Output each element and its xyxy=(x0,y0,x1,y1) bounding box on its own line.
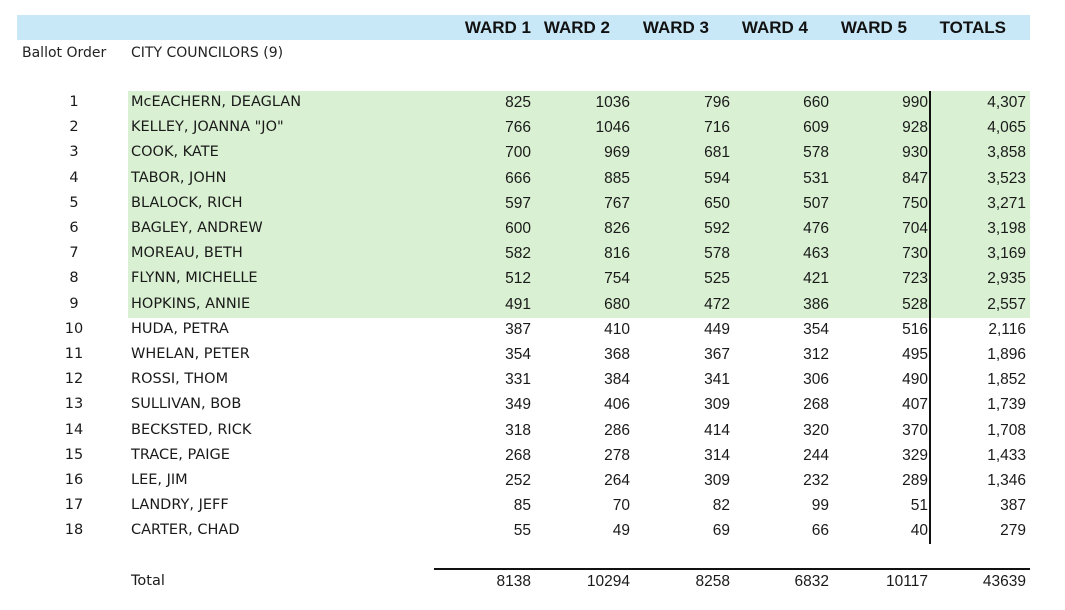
ward-1-votes: 55 xyxy=(513,522,531,540)
ballot-order: 13 xyxy=(64,396,84,413)
ward-5-votes: 370 xyxy=(902,421,928,439)
ward-3-votes: 578 xyxy=(704,245,730,263)
ward-2-votes: 410 xyxy=(604,320,630,338)
ward-2-votes: 754 xyxy=(604,270,630,288)
total-ward-4: 6832 xyxy=(794,573,829,590)
ward-2-votes: 816 xyxy=(604,245,630,263)
ward-2-votes: 885 xyxy=(604,169,630,187)
ward-4-votes: 354 xyxy=(803,320,829,338)
ballot-order: 5 xyxy=(69,194,79,211)
ballot-order: 8 xyxy=(69,270,79,287)
candidate-name: WHELAN, PETER xyxy=(131,346,250,362)
table-row xyxy=(0,140,1065,165)
ward-2-votes: 767 xyxy=(604,194,630,212)
ward-3-votes: 594 xyxy=(704,169,730,187)
ward-3-votes: 414 xyxy=(704,421,730,439)
ward-1-votes: 85 xyxy=(513,497,531,515)
candidate-name: TABOR, JOHN xyxy=(131,169,227,186)
total-label: Total xyxy=(131,573,165,589)
total-ward-5: 10117 xyxy=(886,573,928,590)
table-row xyxy=(0,367,1065,392)
ballot-order: 15 xyxy=(64,446,84,463)
header-totals: TOTALS xyxy=(939,18,1006,37)
candidate-total: 3,858 xyxy=(987,144,1026,162)
table-row xyxy=(0,292,1065,317)
ward-5-votes: 750 xyxy=(902,194,928,212)
table-row xyxy=(0,90,1065,115)
candidate-total: 387 xyxy=(1000,497,1026,515)
table-row xyxy=(0,115,1065,140)
ward-3-votes: 367 xyxy=(704,346,730,363)
table-row xyxy=(0,468,1065,493)
ward-3-votes: 314 xyxy=(704,446,730,464)
ballot-order: 6 xyxy=(69,220,79,236)
ward-2-votes: 969 xyxy=(604,144,630,162)
ward-3-votes: 341 xyxy=(704,371,730,389)
candidate-name: LANDRY, JEFF xyxy=(131,497,229,514)
ward-3-votes: 681 xyxy=(704,144,730,162)
ward-4-votes: 306 xyxy=(803,371,829,389)
ward-5-votes: 495 xyxy=(902,346,928,363)
ward-5-votes: 407 xyxy=(902,396,928,414)
ward-1-votes: 349 xyxy=(505,396,531,414)
ward-3-votes: 472 xyxy=(704,295,730,313)
ward-3-votes: 592 xyxy=(704,220,730,237)
ballot-order: 18 xyxy=(64,522,84,539)
ward-4-votes: 232 xyxy=(803,472,829,489)
ward-4-votes: 463 xyxy=(803,245,829,263)
candidate-name: TRACE, PAIGE xyxy=(131,446,230,463)
ward-4-votes: 66 xyxy=(811,522,829,540)
ward-4-votes: 476 xyxy=(803,220,829,237)
ballot-order: 3 xyxy=(69,144,79,161)
table-row xyxy=(0,418,1065,443)
table-row xyxy=(0,317,1065,342)
table-row xyxy=(0,191,1065,216)
candidate-total: 3,169 xyxy=(987,245,1026,263)
ward-4-votes: 609 xyxy=(803,119,829,137)
candidate-total: 3,271 xyxy=(987,194,1026,212)
ward-5-votes: 930 xyxy=(902,144,928,162)
total-ward-3: 8258 xyxy=(695,573,730,590)
candidate-total: 3,198 xyxy=(987,220,1026,237)
candidate-name: KELLEY, JOANNA "JO" xyxy=(131,119,284,136)
ward-5-votes: 329 xyxy=(902,446,928,464)
ward-2-votes: 264 xyxy=(604,472,630,489)
ward-3-votes: 309 xyxy=(704,396,730,414)
table-row xyxy=(0,443,1065,468)
table-row xyxy=(0,266,1065,291)
ward-2-votes: 384 xyxy=(604,371,630,389)
ballot-order: 2 xyxy=(69,119,79,136)
header-ward-3: WARD 3 xyxy=(642,18,709,37)
ward-2-votes: 278 xyxy=(604,446,630,464)
candidate-total: 1,708 xyxy=(987,421,1026,439)
ballot-order: 11 xyxy=(64,346,84,362)
ward-3-votes: 650 xyxy=(704,194,730,212)
candidate-name: BECKSTED, RICK xyxy=(131,421,252,438)
ballot-order: 9 xyxy=(69,295,79,312)
ballot-order: 4 xyxy=(69,169,79,186)
ballot-order: 16 xyxy=(64,472,84,488)
candidate-total: 2,116 xyxy=(988,320,1026,338)
table-row xyxy=(0,518,1065,543)
candidate-name: MOREAU, BETH xyxy=(131,245,243,262)
candidate-total: 1,433 xyxy=(987,446,1026,464)
ward-5-votes: 847 xyxy=(902,169,928,187)
table-row xyxy=(0,241,1065,266)
ward-5-votes: 704 xyxy=(902,220,928,237)
ward-2-votes: 368 xyxy=(604,346,630,363)
candidate-name: SULLIVAN, BOB xyxy=(131,396,242,413)
table-row xyxy=(0,493,1065,518)
ward-1-votes: 825 xyxy=(505,94,531,111)
ward-3-votes: 716 xyxy=(704,119,730,137)
ward-4-votes: 507 xyxy=(803,194,829,212)
ward-5-votes: 289 xyxy=(902,472,928,489)
ward-2-votes: 1036 xyxy=(595,94,630,111)
ward-1-votes: 387 xyxy=(505,320,531,338)
ward-5-votes: 516 xyxy=(902,320,928,338)
race-title: CITY COUNCILORS (9) xyxy=(131,45,284,61)
ward-2-votes: 49 xyxy=(612,522,630,540)
ward-5-votes: 928 xyxy=(902,119,928,137)
candidate-total: 3,523 xyxy=(987,169,1026,187)
ballot-order: 1 xyxy=(69,94,79,110)
ward-3-votes: 796 xyxy=(704,94,730,111)
ballot-order: 14 xyxy=(64,421,84,438)
ballot-order: 10 xyxy=(64,320,84,337)
ward-1-votes: 666 xyxy=(505,169,531,187)
ward-1-votes: 600 xyxy=(505,220,531,237)
ward-3-votes: 449 xyxy=(704,320,730,338)
candidate-name: HUDA, PETRA xyxy=(131,320,229,337)
candidate-total: 279 xyxy=(1000,522,1026,540)
grand-total: 43639 xyxy=(982,573,1026,590)
candidate-total: 1,739 xyxy=(987,396,1026,414)
ballot-order-label: Ballot Order xyxy=(22,45,107,61)
candidate-total: 1,852 xyxy=(987,371,1026,389)
ward-5-votes: 51 xyxy=(910,497,928,515)
candidate-name: McEACHERN, DEAGLAN xyxy=(131,94,302,110)
candidate-total: 1,896 xyxy=(987,346,1026,363)
ward-3-votes: 525 xyxy=(704,270,730,288)
ward-2-votes: 70 xyxy=(612,497,630,515)
ward-4-votes: 244 xyxy=(803,446,829,464)
table-row xyxy=(0,166,1065,191)
ward-1-votes: 331 xyxy=(505,371,531,389)
header-ward-1: WARD 1 xyxy=(464,18,531,37)
table-row xyxy=(0,342,1065,367)
ward-3-votes: 82 xyxy=(712,497,730,515)
ward-2-votes: 1046 xyxy=(595,119,630,137)
ward-2-votes: 826 xyxy=(604,220,630,237)
candidate-name: BAGLEY, ANDREW xyxy=(131,220,263,236)
ward-2-votes: 680 xyxy=(604,295,630,313)
ballot-order: 12 xyxy=(64,371,84,388)
candidate-name: COOK, KATE xyxy=(131,144,219,161)
ward-3-votes: 69 xyxy=(712,522,730,540)
ward-4-votes: 312 xyxy=(803,346,829,363)
ward-5-votes: 730 xyxy=(902,245,928,263)
ballot-order: 7 xyxy=(69,245,79,262)
candidate-total: 1,346 xyxy=(987,472,1026,489)
ward-4-votes: 421 xyxy=(803,270,829,288)
candidate-name: LEE, JIM xyxy=(131,472,188,488)
header-ward-4: WARD 4 xyxy=(741,18,808,37)
ballot-order: 17 xyxy=(64,497,84,514)
ward-1-votes: 491 xyxy=(505,295,531,313)
candidate-total: 2,935 xyxy=(987,270,1026,288)
table-row xyxy=(0,216,1065,241)
ward-1-votes: 318 xyxy=(505,421,531,439)
total-ward-2: 10294 xyxy=(586,573,630,590)
candidate-name: CARTER, CHAD xyxy=(131,522,240,539)
ward-1-votes: 512 xyxy=(505,270,531,288)
ward-2-votes: 286 xyxy=(604,421,630,439)
ward-1-votes: 268 xyxy=(505,446,531,464)
candidate-total: 4,307 xyxy=(987,94,1026,111)
header-ward-5: WARD 5 xyxy=(840,18,907,37)
ward-4-votes: 320 xyxy=(803,421,829,439)
ward-1-votes: 354 xyxy=(505,346,531,363)
ward-5-votes: 990 xyxy=(902,94,928,111)
ward-5-votes: 490 xyxy=(902,371,928,389)
ward-5-votes: 40 xyxy=(910,522,928,540)
ward-4-votes: 99 xyxy=(811,497,829,515)
candidate-name: BLALOCK, RICH xyxy=(131,194,243,211)
candidate-name: FLYNN, MICHELLE xyxy=(131,270,258,287)
header-ward-2: WARD 2 xyxy=(543,18,610,37)
ward-3-votes: 309 xyxy=(704,472,730,489)
candidate-total: 2,557 xyxy=(987,295,1026,313)
ward-1-votes: 582 xyxy=(505,245,531,263)
ward-1-votes: 700 xyxy=(505,144,531,162)
totals-row xyxy=(0,569,1065,594)
ward-4-votes: 578 xyxy=(803,144,829,162)
ward-1-votes: 766 xyxy=(505,119,531,137)
ward-4-votes: 531 xyxy=(803,169,829,187)
table-row xyxy=(0,392,1065,417)
ward-4-votes: 660 xyxy=(803,94,829,111)
ward-4-votes: 386 xyxy=(803,295,829,313)
ward-1-votes: 252 xyxy=(505,472,531,489)
total-ward-1: 8138 xyxy=(496,573,531,590)
candidate-name: ROSSI, THOM xyxy=(131,371,229,388)
candidate-name: HOPKINS, ANNIE xyxy=(131,295,251,312)
candidate-total: 4,065 xyxy=(987,119,1026,137)
ward-4-votes: 268 xyxy=(803,396,829,414)
ward-5-votes: 723 xyxy=(902,270,928,288)
ward-2-votes: 406 xyxy=(604,396,630,414)
ward-1-votes: 597 xyxy=(505,194,531,212)
ward-5-votes: 528 xyxy=(902,295,928,313)
